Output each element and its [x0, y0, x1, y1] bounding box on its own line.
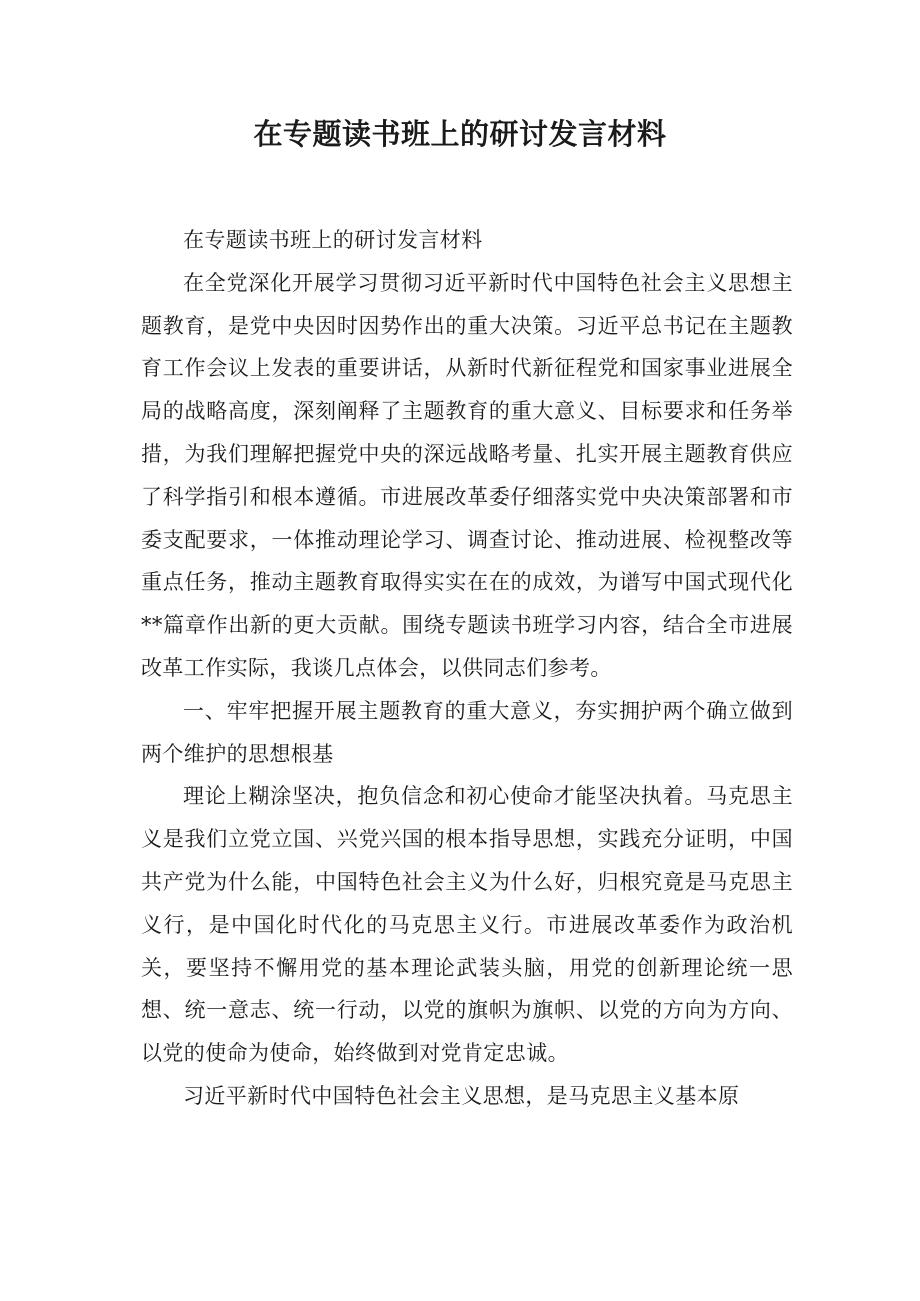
body-paragraph: 习近平新时代中国特色社会主义思想，是马克思主义基本原 — [183, 1083, 740, 1108]
body-paragraph: 理论上糊涂坚决，抱负信念和初心使命才能坚决执着。马克思主义是我们立党立国、兴党兴国的根本指导思想，实践充分证明，中国共产党为什么能，中国特色社会主义为什么好，归根究竟是马克思主义行，是中国化时代化的马克思主义行。市进展改革委作为政治机关，要坚持不懈用党的基本理论武装头脑，用党的创新理论统一思想、统一意志、统一行动，以党的旗帜为旗帜、以党的方向为方向、以党的使命为使命，始终做到对党肯定忠诚。 — [141, 784, 793, 1066]
section-heading: 一、牢牢把握开展主题教育的重大意义，夯实拥护两个确立做到两个维护的思想根基 — [141, 698, 793, 766]
document-body — [141, 219, 793, 1118]
intro-paragraph: 在全党深化开展学习贯彻习近平新时代中国特色社会主义思想主题教育，是党中央因时因势作出的重大决策。习近平总书记在主题教育工作会议上发表的重要讲话，从新时代新征程党和国家事业进展全局的战略高度，深刻阐释了主题教育的重大意义、目标要求和任务举措，为我们理解把握党中央的深远战略考量、扎实开展主题教育供应了科学指引和根本遵循。市进展改革委仔细落实党中央决策部署和市委支配要求，一体推动理论学习、调查讨论、推动进展、检视整改等重点任务，推动主题教育取得实实在在的成效，为谱写中国式现代化**篇章作出新的更大贡献。围绕专题读书班学习内容，结合全市进展改革工作实际，我谈几点体会，以供同志们参考。 — [141, 270, 793, 680]
subtitle-paragraph: 在专题读书班上的研讨发言材料 — [183, 228, 483, 252]
document-title: 在专题读书班上的研讨发言材料 — [253, 117, 667, 151]
